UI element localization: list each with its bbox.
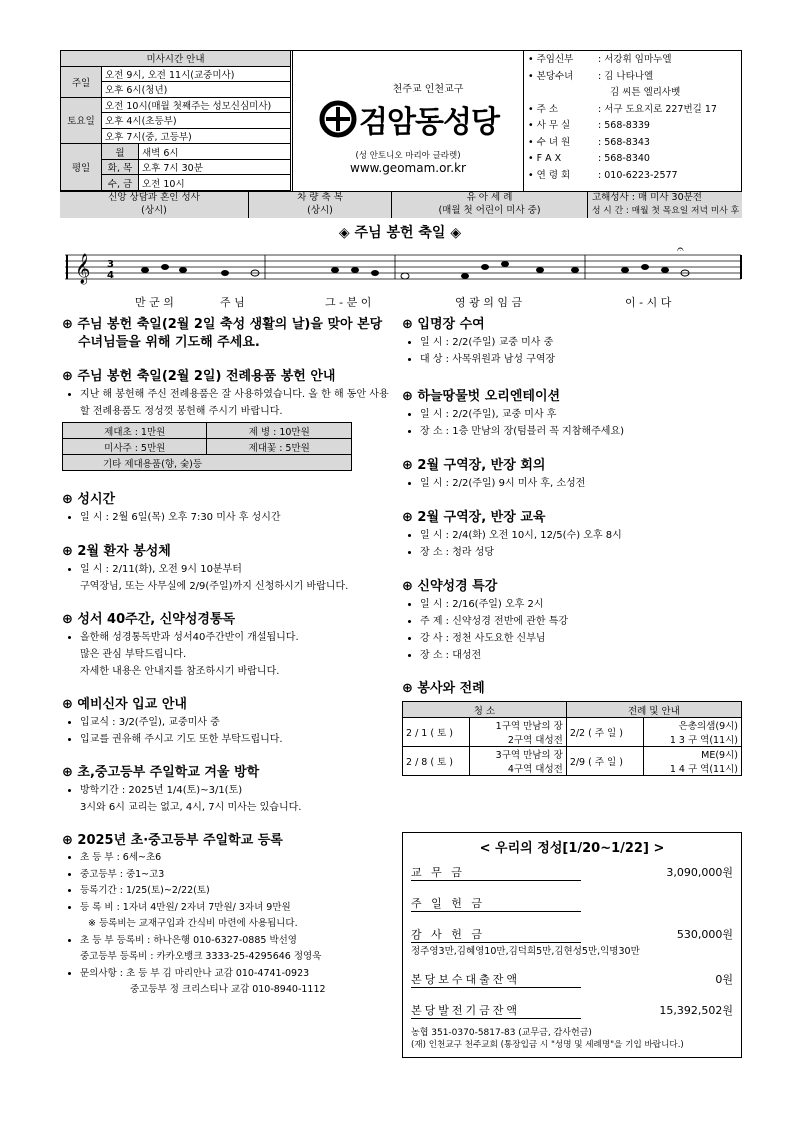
church-name: 검암동성당 — [359, 105, 499, 140]
sunday-label: 주일 — [61, 66, 102, 97]
section-title: ⊕ 2025년 초·중고등부 주일학교 등록 — [62, 833, 283, 848]
offering-row: 감 사 헌 금 530,000원 — [411, 928, 733, 941]
mass-title: 미사시간 안내 — [61, 51, 291, 67]
duty-table: 청 소 전례 및 안내 2 / 1 ( 토 ) 1구역 만남의 장 2구역 대성전 2/2 ( 주 일 ) 은총의샘(9시) 1 3 구 역(11시) 2 / 8 ( 토 ) 3구역 만남의 장 4구역 대성전 2/9 ( 주 일 ) ME(9시) 1 4 구 역(11시) — [402, 701, 742, 776]
section-title: ⊕ 초,중고등부 주일학교 겨울 방학 — [62, 765, 260, 780]
saturday-line: 오전 10시(매월 첫째주는 성모신심미사) — [102, 97, 291, 113]
weekday-day: 월 — [102, 144, 139, 160]
weekday-day: 화, 목 — [102, 159, 139, 175]
treble-clef-icon: 𝄞 — [75, 254, 91, 284]
contact-row: 김 씨튼 엘리사벳 — [610, 87, 681, 98]
offering-row: 본당발전기금잔액 15,392,502원 — [411, 1004, 733, 1017]
bank-account: 농협 351-0370-5817-83 (교무금, 감사헌금) — [411, 1028, 592, 1038]
right-column: ⊕ 입명장 수여 • 일 시 : 2/2(주일) 교중 미사 중 • 대 상 : 사목위원과 남성 구역장 ⊕ 하늘땅물벗 오리엔테이션 • 일 시 : 2/2(주일), 교중 미사 후 • 장 소 : 1층 만남의 장(텀블러 꼭 지참해주세요) ⊕ 2월 구역장, 반장 회의 • 일 시 : 2/2(주일) 9시 미사 후, 소성전 ⊕ 2월 구역장, 반장 교육 • 일 시 : 2/4(화) 오전 10시, 12/5(수) 오후 8시 • 장 소 : 청라 성당 ⊕ 신약성경 특강 • 일 시 : 2/16(주일) 오후 2시 • 주 제 : 신약성경 전반에 관한 특강 • 강 사 : 정천 사도요한 신부님 • 장 소 : 대성전 ⊕ 봉사와 전례 청 소 전례 및 안내 2 / 1 ( 토 ) 1구역 만남의 장 2구역 대성전 2/2 ( 주 일 ) 은총의샘(9시) 1 3 구 역(11시) 2 / 8 ( 토 ) 3구역 만남의 장 4구역 대성전 2/9 ( 주 일 ) ME(9시) 1 4 구 역(11시) — [402, 316, 742, 776]
svg-text:3: 3 — [107, 259, 114, 270]
section-title: ⊕ 2월 구역장, 반장 교육 — [402, 510, 546, 525]
sacrament-row — [60, 191, 742, 218]
music-staff — [65, 243, 745, 293]
contact-list — [528, 52, 740, 184]
section-text: • 지난 해 봉헌해 주신 전례용품은 잘 사용하였습니다. 올 한 해 동안 사용 할 전례용품도 정성껏 봉헌해 주시기 바랍니다. — [80, 386, 394, 420]
svg-text:4: 4 — [107, 270, 114, 281]
section-title: ⊕ 성시간 — [62, 492, 116, 507]
sacrament-cell-car-blessing: 차 량 축 복 (상시) — [249, 192, 392, 218]
weekday-time: 오후 7시 30분 — [139, 159, 291, 175]
weekday-day: 수, 금 — [102, 175, 139, 191]
section-title: ⊕ 하늘땅물벗 오리엔테이션 — [402, 389, 561, 404]
section-title: ⊕ 2월 환자 봉성체 — [62, 544, 171, 559]
liturgical-items-table: 제대초 : 1만원 제 병 : 10만원 미사주 : 5만원 제대꽃 : 5만원 기타 제대용품(향, 숯)등 — [62, 422, 352, 471]
mass-schedule-table — [60, 50, 291, 191]
weekday-time: 새벽 6시 — [139, 144, 291, 160]
contact-row: • 수 녀 원 : 568-8343 — [528, 136, 650, 148]
patron-name: (성 안토니오 마리아 글라렛) — [355, 151, 461, 161]
contact-row: • 본당수녀 : 김 나타나엘 — [528, 70, 654, 82]
offering-row: 주 일 헌 금 — [411, 895, 733, 912]
contact-row: • 사 무 실 : 568-8339 — [528, 120, 650, 131]
contact-row: • 주 소 : 서구 도요지로 227번길 17 — [528, 103, 717, 115]
saturday-label: 토요일 — [61, 97, 102, 144]
hymn-lyrics: 만 군 의 주 님 그 - 분 이 영 광 의 임 금 이 - 시 다 — [135, 296, 672, 309]
church-logo-panel — [292, 50, 524, 191]
weekday-label: 평일 — [61, 144, 102, 191]
thanks-offering-note: 정주영3만,김혜영10만,김덕희5만,김현성5만,익명30만 — [411, 946, 640, 957]
sunday-line: 오후 6시(청년) — [102, 82, 291, 98]
sunday-line: 오전 9시, 오전 11시(교중미사) — [102, 66, 291, 82]
diocese-name: 천주교 인천교구 — [392, 84, 464, 95]
offering-box — [402, 832, 742, 1058]
offering-title: < 우리의 정성[1/20~1/22] > — [479, 841, 665, 856]
offering-row: 본당보수대출잔액 0원 — [411, 973, 733, 986]
saturday-line: 오후 7시(중, 고등부) — [102, 128, 291, 144]
section-title: ⊕ 봉사와 전례 — [402, 681, 485, 696]
section-title: ⊕ 주님 봉헌 축일(2월 2일) 전례용품 봉헌 안내 — [62, 369, 336, 384]
church-cross-icon — [317, 98, 359, 140]
sacrament-cell-infant-baptism: 유 아 세 례 (매월 첫 어린이 미사 중) — [392, 192, 588, 218]
website-link[interactable]: www.geomam.or.kr — [350, 161, 466, 175]
sacrament-cell-confession: 고해성사 : 매 미사 30분전 성 시 간 : 매월 첫 목요일 저녁 미사 후 — [588, 192, 742, 218]
saturday-line: 오후 4시(초등부) — [102, 113, 291, 129]
left-column: ⊕ 주님 봉헌 축일(2월 2일 축성 생활의 날)을 맞아 본당 수녀님들을 위해 기도해 주세요. ⊕ 주님 봉헌 축일(2월 2일) 전례용품 봉헌 안내 • 지난 해 봉헌해 주신 전례용품은 잘 사용하였습니다. 올 한 해 동안 사용 할 전례용품도 정성껏 봉헌해 주시기 바랍니다. 제대초 : 1만원 제 병 : 10만원 미사주 : 5만원 제대꽃 : 5만원 기타 제대용품(향, 숯)등 ⊕ 성시간 • 일 시 : 2월 6일(목) 오후 7:30 미사 후 성시간 ⊕ 2월 환자 봉성체 • 일 시 : 2/11(화), 오전 9시 10분부터 구역장님, 또는 사무실에 2/9(주일)까지 신청하시기 바랍니다. ⊕ 성서 40주간, 신약성경통독 • 올한해 성경통독반과 성서40주간반이 개설됩니다. 많은 관심 부탁드립니다. 자세한 내용은 안내지를 참조하시기 바랍니다. ⊕ 예비신자 입교 안내 • 입교식 : 3/2(주일), 교중미사 중 • 입교를 권유해 주시고 기도 또한 부탁드립니다. ⊕ 초,중고등부 주일학교 겨울 방학 • 방학기간 : 2025년 1/4(토)~3/1(토) 3시와 6시 교리는 없고, 4시, 7시 미사는 있습니다. ⊕ 2025년 초·중고등부 주일학교 등록 • 초 등 부 : 6세~초6 • 중고등부 : 중1~고3 • 등록기간 : 1/25(토)~2/22(토) • 등 록 비 : 1자녀 4만원/ 2자녀 7만원/ 3자녀 9만원 ※ 등록비는 교재구입과 간식비 마련에 사용됩니다. • 초 등 부 등록비 : 하나은행 010-6327-0885 박선영 중고등부 등록비 : 카카오뱅크 3333-25-4295646 정영욱 • 문의사항 : 초 등 부 김 마리안나 교감 010-4741-0923 중고등부 정 크리스티나 교감 010-8940-1112 — [62, 316, 394, 999]
contact-row: • 연 령 회 : 010-6223-2577 — [528, 169, 678, 181]
weekday-time: 오전 10시 — [139, 175, 291, 191]
sacrament-cell-counsel: 신앙 상담과 혼인 성사 (상시) — [60, 192, 249, 218]
music-notes — [141, 261, 689, 279]
contact-row: • F A X : 568-8340 — [528, 153, 650, 164]
section-title: ⊕ 2월 구역장, 반장 회의 — [402, 458, 546, 473]
section-title: ⊕ 입명장 수여 — [402, 317, 485, 332]
bank-note: (재) 인천교구 천주교회 (통장입금 시 "성명 및 세례명"을 기입 바랍니다.) — [411, 1040, 684, 1050]
feast-title: ◈ 주님 봉헌 축일 ◈ — [338, 225, 462, 241]
offering-row: 교 무 금 3,090,000원 — [411, 866, 733, 879]
section-title: ⊕ 신약성경 특강 — [402, 579, 498, 594]
section-title: ⊕ 주님 봉헌 축일(2월 2일 축성 생활의 날)을 맞아 본당 수녀님들을 위해 기도해 주세요. — [62, 317, 383, 350]
svg-text:𝄐: 𝄐 — [677, 243, 684, 256]
section-title: ⊕ 성서 40주간, 신약성경통독 — [62, 612, 236, 627]
section-title: ⊕ 예비신자 입교 안내 — [62, 697, 187, 712]
contact-row: • 주임신부 : 서강휘 임마누엘 — [528, 54, 672, 65]
